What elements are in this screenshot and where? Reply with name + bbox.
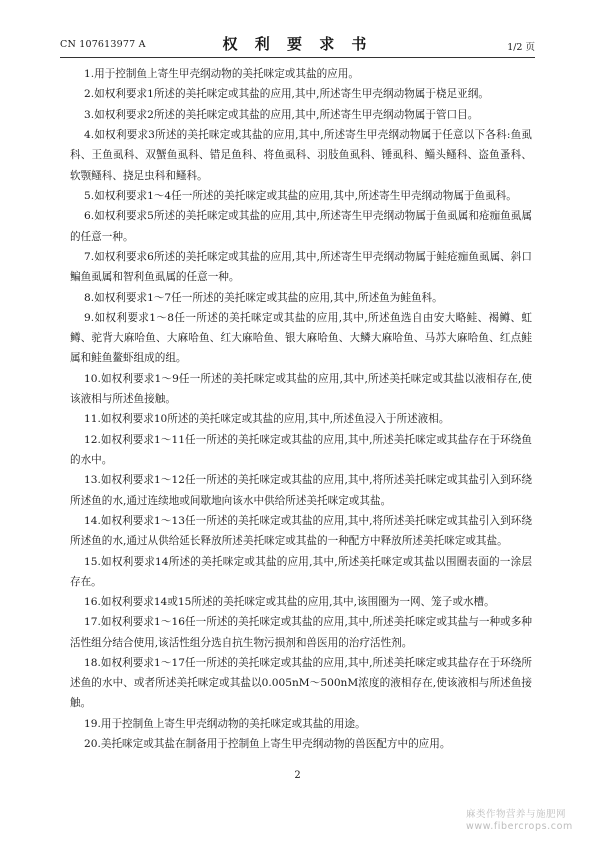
watermark-url: www.fibercrops.com bbox=[466, 821, 573, 832]
page-header bbox=[60, 33, 535, 55]
claim-8: 8.如权利要求1～7任一所述的美托咪定或其盐的应用,其中,所述鱼为鲑鱼科。 bbox=[84, 291, 443, 304]
header-divider bbox=[60, 57, 535, 58]
watermark-site-name: 麻类作物营养与施肥网 bbox=[466, 809, 567, 820]
claim-11: 11.如权利要求10所述的美托咪定或其盐的应用,其中,所述鱼浸入于所述液相。 bbox=[84, 413, 450, 426]
claim-7: 7.如权利要求6所述的美托咪定或其盐的应用,其中,所述寄生甲壳纲动物属于鲑疮痂鱼虱属、斜口鳊鱼虱属和智利鱼虱属的任意一种。 bbox=[70, 250, 532, 284]
claim-2: 2.如权利要求1所述的美托咪定或其盐的应用,其中,所述寄生甲壳纲动物属于桡足亚纲。 bbox=[84, 88, 489, 101]
claim-5: 5.如权利要求1～4任一所述的美托咪定或其盐的应用,其中,所述寄生甲壳纲动物属于鱼虱科。 bbox=[84, 189, 517, 202]
claim-1: 1.用于控制鱼上寄生甲壳纲动物的美托咪定或其盐的应用。 bbox=[84, 68, 359, 80]
claim-13: 13.如权利要求1～12任一所述的美托咪定或其盐的应用,其中,将所述美托咪定或其盐引入到环绕所述鱼的水,通过连续地或间歇地向该水中供给所述美托咪定或其盐。 bbox=[70, 474, 532, 507]
document-title: 权 利 要 求 书 bbox=[222, 35, 373, 53]
claim-9: 9.如权利要求1～8任一所述的美托咪定或其盐的应用,其中,所述鱼选自由安大略鲑、褐鳟、虹鳟、驼背大麻哈鱼、大麻哈鱼、红大麻哈鱼、银大麻哈鱼、大鳞大麻哈鱼、马苏大麻哈鱼、红点鲑属和鲑鱼鳌虾组成的组。 bbox=[70, 311, 532, 365]
claim-10: 10.如权利要求1～9任一所述的美托咪定或其盐的应用,其中,所述美托咪定或其盐以液相存在,使该液相与所述鱼接触。 bbox=[70, 372, 532, 405]
site-watermark bbox=[466, 809, 573, 833]
claim-17: 17.如权利要求1～16任一所述的美托咪定或其盐的应用,其中,所述美托咪定或其盐与一种或多种活性组分结合使用,该活性组分选自抗生物污损剂和兽医用的治疗活性剂。 bbox=[70, 616, 532, 649]
page-number: 2 bbox=[294, 770, 301, 781]
page-indicator: 1/2 页 bbox=[507, 42, 535, 53]
claim-18: 18.如权利要求1～17任一所述的美托咪定或其盐的应用,其中,所述美托咪定或其盐存在于环绕所述鱼的水中、或者所述美托咪定或其盐以0.005nM～500nM浓度的液相存在,使该液相与所述鱼接触。 bbox=[70, 657, 532, 710]
claim-12: 12.如权利要求1～11任一所述的美托咪定或其盐的应用,其中,所述美托咪定或其盐存在于环绕鱼的水中。 bbox=[70, 433, 532, 466]
claim-6: 6.如权利要求5所述的美托咪定或其盐的应用,其中,所述寄生甲壳纲动物属于鱼虱属和疮痂鱼虱属的任意一种。 bbox=[70, 210, 532, 243]
claims-list bbox=[70, 64, 532, 755]
patent-number: CN 107613977 A bbox=[60, 39, 146, 50]
claim-4: 4.如权利要求3所述的美托咪定或其盐的应用,其中,所述寄生甲壳纲动物属于任意以下各科:鱼虱科、王鱼虱科、双蟹鱼虱科、错足鱼科、将鱼虱科、羽肢鱼虱科、锤虱科、鲻头鳋科、盗鱼蚤科、软颚鳋科、挠足虫科和鳋科。 bbox=[70, 129, 532, 182]
claim-20: 20.美托咪定或其盐在制备用于控制鱼上寄生甲壳纲动物的兽医配方中的应用。 bbox=[84, 738, 451, 751]
claim-15: 15.如权利要求14所述的美托咪定或其盐的应用,其中,所述美托咪定或其盐以围圈表面的一涂层存在。 bbox=[70, 555, 532, 588]
claim-16: 16.如权利要求14或15所述的美托咪定或其盐的应用,其中,该围圈为一网、笼子或水槽。 bbox=[84, 596, 495, 609]
claim-3: 3.如权利要求2所述的美托咪定或其盐的应用,其中,所述寄生甲壳纲动物属于管口目。 bbox=[84, 108, 479, 121]
claim-19: 19.用于控制鱼上寄生甲壳纲动物的美托咪定或其盐的用途。 bbox=[84, 717, 366, 730]
claim-14: 14.如权利要求1～13任一所述的美托咪定或其盐的应用,其中,将所述美托咪定或其盐引入到环绕所述鱼的水,通过从供给延长释放所述美托咪定或其盐的一种配方中释放所述美托咪定或其盐。 bbox=[70, 514, 532, 548]
